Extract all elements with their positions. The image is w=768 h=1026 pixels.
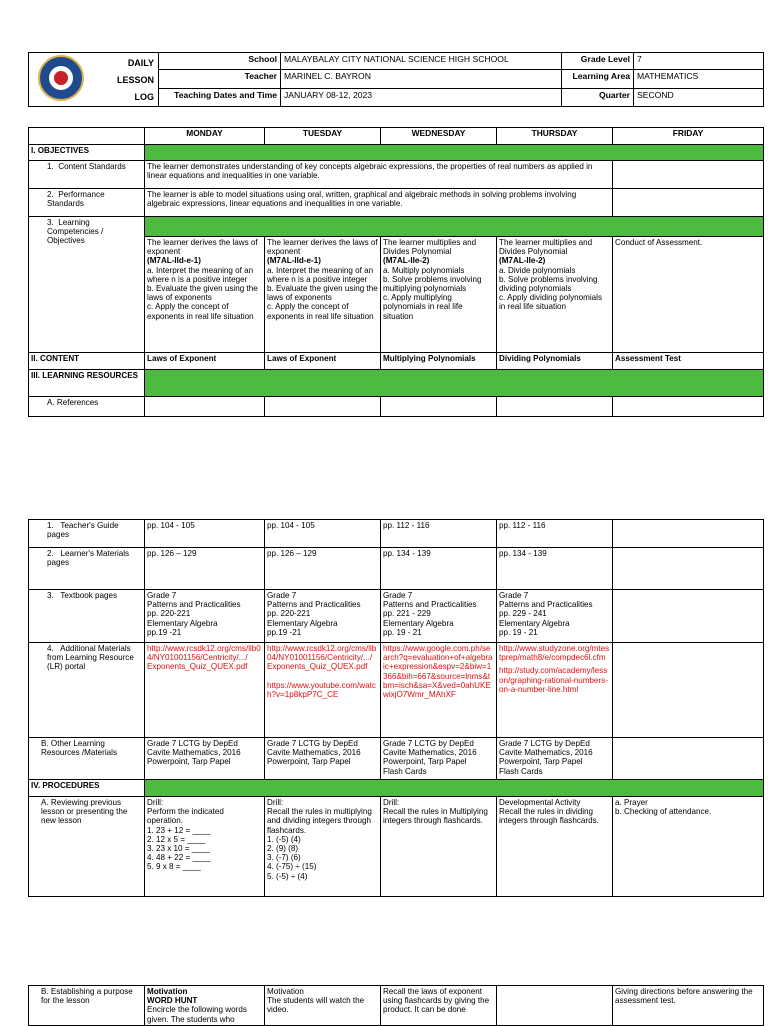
am-num: 4.: [47, 644, 54, 653]
performance-standards-row: [29, 189, 764, 217]
proc-a-thursday: [497, 797, 613, 897]
lm-friday: [613, 548, 764, 590]
teachers-guide-row: [29, 520, 764, 548]
proc-b-tuesday: [265, 986, 381, 1026]
lesson-log-table-part3: [28, 985, 764, 1026]
proc-b-fri-line: Giving directions before answering the assessment test.: [615, 987, 753, 1006]
other-thursday: [497, 738, 613, 780]
am-tue-link[interactable]: Exponents_Quiz_QUEX.pdf: [267, 662, 368, 672]
teacher-label: Teacher: [159, 70, 281, 88]
competency-tue-item-a: a. Interpret the meaning of an where n is a positive integer: [267, 265, 374, 284]
other-tuesday: [265, 738, 381, 780]
proc-b-mon-line: Motivation: [147, 987, 188, 996]
textbook-label: [29, 590, 145, 643]
other-tue-line: Powerpoint, Tarp Papel: [267, 757, 351, 767]
quarter-label: Quarter: [562, 88, 634, 106]
proc-b-friday: [613, 986, 764, 1026]
tg-thursday: pp. 112 - 116: [497, 520, 613, 548]
day-friday: FRIDAY: [613, 128, 764, 145]
proc-b-mon-line: WORD HUNT: [147, 996, 198, 1006]
proc-a-mon-line: 2. 12 x 5 = ____: [147, 834, 206, 844]
grade-level-value: 7: [634, 53, 764, 70]
tb-mon-line: Grade 7: [147, 591, 177, 600]
textbook-wednesday: [381, 590, 497, 643]
tb-thu-line: Elementary Algebra: [499, 618, 570, 628]
proc-b-tue-line: The students will watch the video.: [267, 996, 365, 1015]
teaching-dates-value: JANUARY 08-12, 2023: [281, 88, 562, 106]
proc-a-mon-line: Drill:: [147, 798, 164, 807]
lm-monday: pp. 126 – 129: [145, 548, 265, 590]
competency-thu-item-b: b. Solve problems involving dividing polynomials: [499, 274, 598, 294]
teachers-guide-label: [29, 520, 145, 548]
competency-thu-intro: The learner multiplies and Divides Polynomial: [499, 238, 593, 257]
tb-mon-line: Elementary Algebra: [147, 618, 218, 628]
content-standards-row: [29, 161, 764, 189]
day-tuesday: TUESDAY: [265, 128, 381, 145]
proc-b-thursday: [497, 986, 613, 1026]
learning-area-value: MATHEMATICS: [634, 70, 764, 88]
lm-thursday: pp. 134 - 139: [497, 548, 613, 590]
daily-lesson-log-title: [29, 53, 159, 107]
textbook-tuesday: [265, 590, 381, 643]
day-wednesday: WEDNESDAY: [381, 128, 497, 145]
proc-b-wednesday: [381, 986, 497, 1026]
additional-materials-wednesday: [381, 643, 497, 738]
proc-a-thu-line: Recall the rules in dividing integers through flashcards.: [499, 807, 599, 826]
competency-thursday: [497, 237, 613, 353]
proc-b-mon-line: Encircle the following words given. The students who: [147, 1005, 247, 1024]
proc-a-monday: [145, 797, 265, 897]
content-tuesday: Laws of Exponent: [265, 353, 381, 370]
header-table: [28, 52, 764, 107]
tb-mon-line: pp.19 -21: [147, 627, 182, 637]
competency-tuesday: [265, 237, 381, 353]
content-wednesday: Multiplying Polynomials: [381, 353, 497, 370]
other-mon-line: Grade 7 LCTG by DepEd Cavite Mathematics, 2016: [147, 739, 241, 758]
other-monday: [145, 738, 265, 780]
am-mon-link[interactable]: Exponents_Quiz_QUEX.pdf: [147, 662, 248, 672]
proc-a-tue-line: Drill:: [267, 798, 284, 807]
tb-num: 3.: [47, 591, 54, 600]
other-thu-line: Grade 7 LCTG by DepEd Cavite Mathematics, 2016: [499, 739, 593, 758]
content-standards-label: [29, 161, 145, 189]
am-thu-link[interactable]: http://study.com/academy/lesson/graphing-rational-numbers-on-a-number-line.html: [499, 666, 608, 694]
additional-materials-row: [29, 643, 764, 738]
tg-text-label: Teacher's Guide pages: [47, 521, 119, 540]
proc-a-fri-line: a. Prayer: [615, 798, 648, 807]
lm-wednesday: pp. 134 - 139: [381, 548, 497, 590]
other-resources-row: [29, 738, 764, 780]
am-text-label: Additional Materials from Learning Resource (LR) portal: [47, 644, 134, 672]
additional-materials-thursday: [497, 643, 613, 738]
proc-a-tue-line: 5. (-5) ÷ (4): [267, 871, 308, 881]
learning-resources-heading: III. LEARNING RESOURCES: [29, 370, 145, 397]
competency-mon-code: (M7AL-IId-e-1): [147, 256, 201, 266]
other-thu-line: Powerpoint, Tarp Papel: [499, 757, 583, 767]
competency-tue-code: (M7AL-IId-e-1): [267, 256, 321, 266]
learning-resources-row: [29, 370, 764, 397]
objectives-fill: [145, 145, 764, 161]
content-standards-text-label: Content Standards: [58, 162, 126, 171]
lesson-log-table-part2: [28, 519, 764, 897]
proc-a-friday: [613, 797, 764, 897]
proc-a-row: [29, 797, 764, 897]
tb-wed-line: Elementary Algebra: [383, 618, 454, 628]
content-standards-value: The learner demonstrates understanding of key concepts algebraic expressions, the properties of real numbers as applied in linear equations and inequalities in one variable.: [145, 161, 613, 189]
competency-mon-item-c: c. Apply the concept of exponents in real life situation: [147, 302, 254, 321]
other-mon-line: Powerpoint, Tarp Papel: [147, 757, 231, 767]
other-wed-line: Powerpoint, Tarp Papel: [383, 757, 467, 767]
proc-a-thu-line: Developmental Activity: [499, 798, 581, 807]
competency-mon-item-a: a. Interpret the meaning of an where n is a positive integer: [147, 265, 254, 284]
performance-num: 2.: [47, 190, 54, 199]
procedures-row: [29, 780, 764, 797]
tb-thu-line: pp. 19 - 21: [499, 627, 538, 637]
tb-tue-line: Elementary Algebra: [267, 618, 338, 628]
proc-a-fri-line: b. Checking of attendance.: [615, 807, 712, 817]
proc-a-tue-line: 4. (-75) ÷ (15): [267, 862, 317, 872]
proc-a-wed-line: Drill:: [383, 798, 400, 807]
proc-a-mon-line: Perform the indicated operation.: [147, 807, 224, 826]
am-thu-link[interactable]: http://www.studyzone.org/mtestprep/math8/e/compdec6l.cfm: [499, 644, 610, 663]
other-tue-line: Grade 7 LCTG by DepEd Cavite Mathematics, 2016: [267, 739, 361, 758]
proc-a-wed-line: Recall the rules in Multiplying integers through flashcards.: [383, 807, 488, 826]
competency-mon-item-b: b. Evaluate the given using the laws of exponents: [147, 284, 258, 303]
proc-a-mon-line: 4. 48 + 22 = ____: [147, 853, 211, 863]
tb-wed-line: pp. 221 - 229: [383, 609, 431, 619]
procedures-fill: [145, 780, 764, 797]
grade-level-label: Grade Level: [562, 53, 634, 70]
title-line-lesson: LESSON: [116, 75, 154, 85]
school-value: MALAYBALAY CITY NATIONAL SCIENCE HIGH SCHOOL: [281, 53, 562, 70]
proc-a-wednesday: [381, 797, 497, 897]
competency-mon-intro: The learner derives the laws of exponent: [147, 238, 258, 257]
tb-wed-line: Patterns and Practicalities: [383, 600, 477, 610]
textbook-row: [29, 590, 764, 643]
proc-b-row: [29, 986, 764, 1026]
tg-monday: pp. 104 - 105: [145, 520, 265, 548]
competency-wednesday: [381, 237, 497, 353]
content-thursday: Dividing Polynomials: [497, 353, 613, 370]
competencies-label-row: [29, 217, 764, 237]
tb-wed-line: pp. 19 - 21: [383, 627, 422, 637]
am-mon-link[interactable]: http://www.rcsdk12.org/cms/lib04/NY01001156/Centricity/.../: [147, 644, 261, 663]
performance-standards-value: The learner is able to model situations using oral, written, graphical and algebraic methods in solving problems involving algebraic expressions, linear equations and inequalities in one variable.: [145, 189, 613, 217]
objectives-heading: I. OBJECTIVES: [29, 145, 145, 161]
additional-materials-monday: [145, 643, 265, 738]
tb-mon-line: pp. 220-221: [147, 609, 191, 619]
am-wed-link[interactable]: https://www.google.com.ph/search?q=evaluation+of+algebraic+expression&espv=2&biw=1366&bih=667&source=lnms&tbm=isch&sa=X&ved=0ahUKEwixjO7Wmr_MAhXF: [383, 644, 493, 700]
proc-a-tuesday: [265, 797, 381, 897]
content-monday: Laws of Exponent: [145, 353, 265, 370]
proc-b-monday: [145, 986, 265, 1026]
competency-tue-item-c: c. Apply the concept of exponents in real life situation: [267, 302, 374, 321]
proc-a-tue-line: 3. (-7) (6): [267, 853, 301, 863]
other-thu-line: Flash Cards: [499, 766, 543, 776]
competency-wed-intro: The learner multiplies and Divides Polynomial: [383, 238, 477, 257]
content-row: [29, 353, 764, 370]
proc-b-tue-line: Motivation: [267, 987, 304, 996]
tb-thu-line: Grade 7: [499, 591, 529, 600]
title-line-daily: DAILY: [127, 58, 154, 68]
competency-thu-item-a: a. Divide polynomials: [499, 265, 576, 275]
proc-a-tue-line: Recall the rules in multiplying and dividing integers through flashcards.: [267, 807, 372, 835]
tb-tue-line: pp.19 -21: [267, 627, 302, 637]
teacher-value: MARINEL C. BAYRON: [281, 70, 562, 88]
textbook-thursday: [497, 590, 613, 643]
references-label: A. References: [29, 397, 145, 417]
competency-monday: [145, 237, 265, 353]
lm-text-label: Learner's Materials pages: [47, 549, 130, 568]
day-monday: MONDAY: [145, 128, 265, 145]
tb-mon-line: Patterns and Practicalities: [147, 600, 241, 610]
other-wed-line: Grade 7 LCTG by DepEd Cavite Mathematics, 2016: [383, 739, 477, 758]
proc-a-tue-line: 1. (-5) (4): [267, 834, 301, 844]
competency-wed-item-a: a. Multiply polynomials: [383, 265, 465, 275]
tb-text-label: Textbook pages: [60, 591, 118, 600]
objectives-row: [29, 145, 764, 161]
competency-wed-item-b: b. Solve problems involving multiplying polynomials: [383, 274, 482, 294]
content-heading: II. CONTENT: [29, 353, 145, 370]
title-line-log: LOG: [134, 92, 154, 102]
lesson-log-table-part1: [28, 127, 764, 417]
proc-a-mon-line: 1. 23 + 12 = ____: [147, 825, 211, 835]
content-friday: Assessment Test: [613, 353, 764, 370]
other-wednesday: [381, 738, 497, 780]
competency-wed-item-c: c. Apply multiplying polynomials in real life situation: [383, 293, 463, 321]
proc-b-label: B. Establishing a purpose for the lesson: [29, 986, 145, 1026]
learning-resources-fill: [145, 370, 764, 397]
school-label: School: [159, 53, 281, 70]
day-thursday: THURSDAY: [497, 128, 613, 145]
procedures-heading: IV. PROCEDURES: [29, 780, 145, 797]
competency-tue-item-b: b. Evaluate the given using the laws of exponents: [267, 284, 378, 303]
tg-wednesday: pp. 112 - 116: [381, 520, 497, 548]
textbook-monday: [145, 590, 265, 643]
performance-standards-label: [29, 189, 145, 217]
tg-num: 1.: [47, 521, 54, 530]
competency-friday: Conduct of Assessment.: [613, 237, 764, 353]
competency-thu-item-c: c. Apply dividing polynomials in real life situation: [499, 293, 603, 312]
proc-a-mon-line: 3. 23 x 10 = ____: [147, 844, 210, 854]
learners-materials-row: [29, 548, 764, 590]
day-header-row: [29, 128, 764, 145]
lm-tuesday: pp. 126 – 129: [265, 548, 381, 590]
content-standards-num: 1.: [47, 162, 54, 171]
am-tue-youtube-link[interactable]: https://www.youtube.com/watch?v=1p8kpP7C_CE: [267, 680, 376, 699]
lm-num: 2.: [47, 549, 54, 558]
tb-thu-line: Patterns and Practicalities: [499, 600, 593, 610]
am-tue-link[interactable]: http://www.rcsdk12.org/cms/lib04/NY01001156/Centricity/.../: [267, 644, 377, 663]
tb-tue-line: pp. 220-221: [267, 609, 311, 619]
proc-a-mon-line: 5. 9 x 8 = ____: [147, 862, 201, 872]
other-resources-label: B. Other Learning Resources /Materials: [29, 738, 145, 780]
competency-tue-intro: The learner derives the laws of exponent: [267, 238, 378, 257]
competency-thu-code: (M7AL-IIe-2): [499, 256, 546, 266]
competencies-num: 3.: [47, 218, 54, 227]
tb-wed-line: Grade 7: [383, 591, 413, 600]
tg-friday: [613, 520, 764, 548]
tb-tue-line: Patterns and Practicalities: [267, 600, 361, 610]
learners-materials-label: [29, 548, 145, 590]
learning-area-label: Learning Area: [562, 70, 634, 88]
additional-materials-label: [29, 643, 145, 738]
proc-a-tue-line: 2. (9) (8): [267, 844, 299, 854]
references-row: [29, 397, 764, 417]
additional-materials-tuesday: [265, 643, 381, 738]
competencies-fill: [145, 217, 764, 237]
teaching-dates-label: Teaching Dates and Time: [159, 88, 281, 106]
performance-text-label: Performance Standards: [47, 190, 105, 209]
other-wed-line: Flash Cards: [383, 766, 427, 776]
tb-tue-line: Grade 7: [267, 591, 297, 600]
tb-thu-line: pp. 229 - 241: [499, 609, 547, 619]
tg-tuesday: pp. 104 - 105: [265, 520, 381, 548]
quarter-value: SECOND: [634, 88, 764, 106]
proc-a-label: A. Reviewing previous lesson or presenting the new lesson: [29, 797, 145, 897]
competencies-text-label: Learning Competencies / Objectives: [47, 218, 104, 246]
competency-wed-code: (M7AL-IIe-2): [383, 256, 430, 266]
proc-b-wed-line: Recall the laws of exponent using flashcards by giving the product. It can be done: [383, 987, 490, 1015]
competencies-label: [29, 217, 145, 353]
